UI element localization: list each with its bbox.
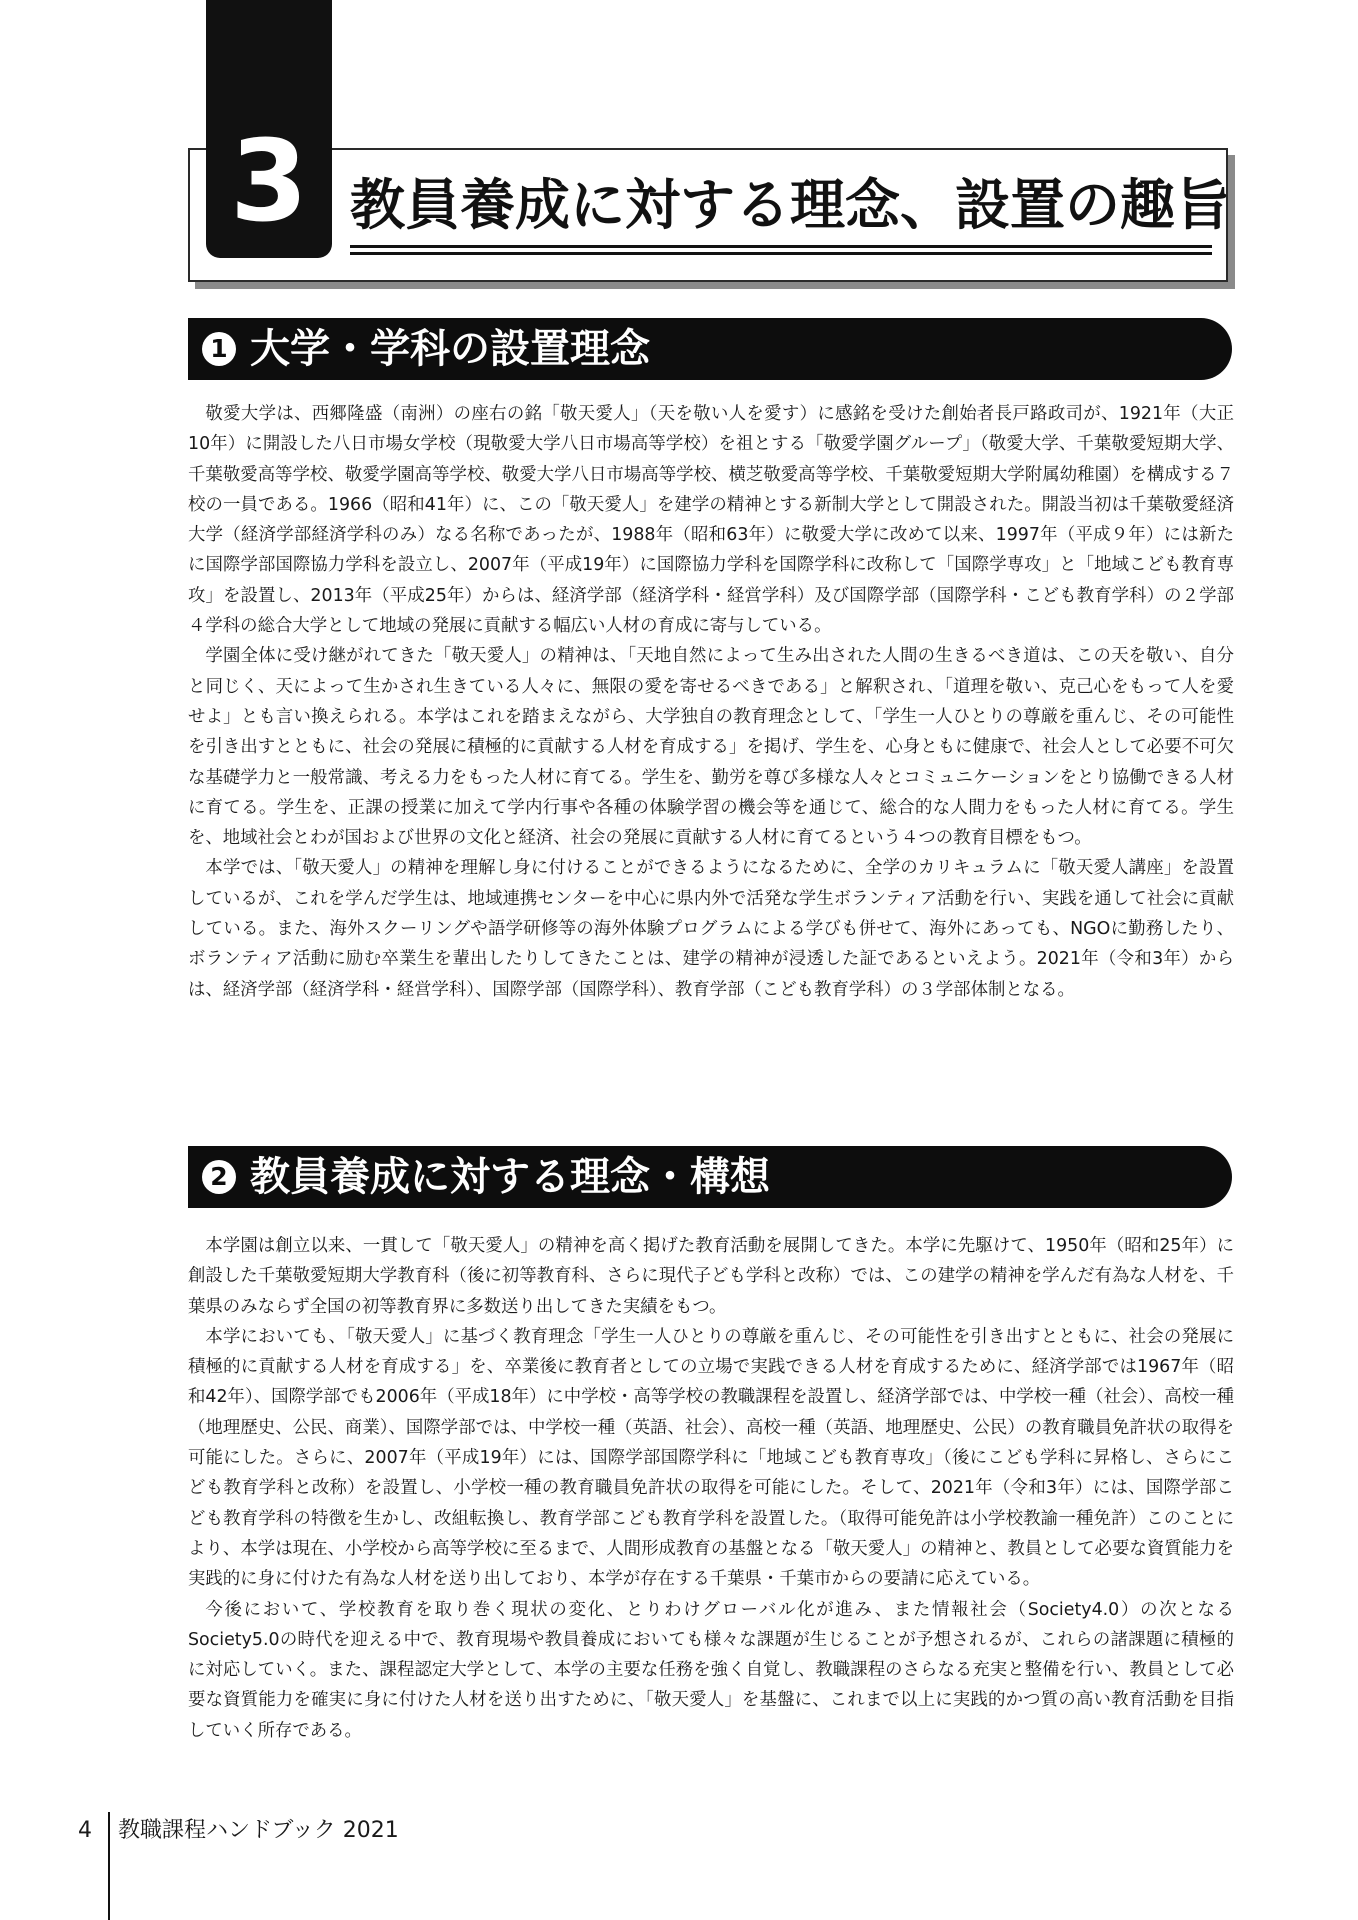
section-title: 大学・学科の設置理念	[250, 326, 650, 372]
paragraph: 今後において、学校教育を取り巻く現状の変化、とりわけグローバル化が進み、また情報社会（Society4.0）の次となるSociety5.0の時代を迎える中で、教育現場や教員養成においても様々な課題が生じることが予想されるが、これらの諸課題に積極的に対応していく。また、課程認定大学として、本学の主要な任務を強く自覚し、教職課程のさらなる充実と整備を行い、教員として必要な資質能力を確実に身に付けた人材を送り出すために、「敬天愛人」を基盤に、これまで以上に実践的かつ質の高い教育活動を目指していく所存である。	[188, 1599, 1234, 1741]
paragraph: 敬愛大学は、西郷隆盛（南洲）の座右の銘「敬天愛人」（天を敬い人を愛す）に感銘を受けた創始者長戸路政司が、1921年（大正10年）に開設した八日市場女学校（現敬愛大学八日市場高等学校）を祖とする「敬愛学園グループ」（敬愛大学、千葉敬愛短期大学、千葉敬愛高等学校、敬愛学園高等学校、敬愛大学八日市場高等学校、横芝敬愛高等学校、千葉敬愛短期大学附属幼稚園）を構成する７校の一員である。1966（昭和41年）に、この「敬天愛人」を建学の精神とする新制大学として開設された。開設当初は千葉敬愛経済大学（経済学部経済学科のみ）なる名称であったが、1988年（昭和63年）に敬愛大学に改めて以来、1997年（平成９年）には新たに国際学部国際協力学科を設立し、2007年（平成19年）に国際協力学科を国際学科に改称して「国際学専攻」と「地域こども教育専攻」を設置し、2013年（平成25年）からは、経済学部（経済学科・経営学科）及び国際学部（国際学科・こども教育学科）の２学部４学科の総合大学として地域の発展に貢献する幅広い人材の育成に寄与している。	[188, 404, 1234, 637]
section-number-badge: 2	[202, 1160, 236, 1194]
section-title: 教員養成に対する理念・構想	[250, 1154, 770, 1200]
paragraph: 本学においても、「敬天愛人」に基づく教育理念「学生一人ひとりの尊厳を重んじ、その可能性を引き出すとともに、社会の発展に積極的に貢献する人材を育成する」を、卒業後に教育者としての立場で実践できる人材を育成するために、経済学部では1967年（昭和42年）、国際学部でも2006年（平成18年）に中学校・高等学校の教職課程を設置し、経済学部では、中学校一種（社会）、高校一種（地理歴史、公民、商業）、国際学部では、中学校一種（英語、社会）、高校一種（英語、地理歴史、公民）の教育職員免許状の取得を可能にした。さらに、2007年（平成19年）には、国際学部国際学科に「地域こども教育専攻」（後にこども学科に昇格し、さらにこども教育学科と改称）を設置し、小学校一種の教育職員免許状の取得を可能にした。そして、2021年（令和3年）には、国際学部こども教育学科の特徴を生かし、改組転換し、教育学部こども教育学科を設置した。（取得可能免許は小学校教諭一種免許）このことにより、本学は現在、小学校から高等学校に至るまで、人間形成教育の基盤となる「敬天愛人」の精神と、教員として必要な資質能力を実践的に身に付けた有為な人材を送り出しており、本学が存在する千葉県・千葉市からの要請に応えている。	[188, 1326, 1234, 1590]
section-header-2	[188, 1146, 1232, 1208]
footer-divider	[108, 1812, 110, 1920]
chapter-title-underline	[350, 245, 1212, 248]
paragraph: 本学では、「敬天愛人」の精神を理解し身に付けることができるようになるために、全学のカリキュラムに「敬天愛人講座」を設置しているが、これを学んだ学生は、地域連携センターを中心に県内外で活発な学生ボランティア活動を行い、実践を通して社会に貢献している。また、海外スクーリングや語学研修等の海外体験プログラムによる学びも併せて、海外にあっても、NGOに勤務したり、ボランティア活動に励む卒業生を輩出したりしてきたことは、建学の精神が浸透した証であるといえよう。2021年（令和3年）からは、経済学部（経済学科・経営学科）、国際学部（国際学科）、教育学部（こども教育学科）の３学部体制となる。	[188, 858, 1234, 1000]
footer-book-title: 教職課程ハンドブック 2021	[118, 1818, 399, 1843]
chapter-number: 3	[230, 117, 308, 247]
chapter-title-underline	[350, 252, 1212, 255]
paragraph: 本学園は創立以来、一貫して「敬天愛人」の精神を高く掲げた教育活動を展開してきた。本学に先駆けて、1950年（昭和25年）に創設した千葉敬愛短期大学教育科（後に初等教育科、さらに現代子ども学科と改称）では、この建学の精神を学んだ有為な人材を、千葉県のみならず全国の初等教育界に多数送り出してきた実績をもつ。	[188, 1236, 1234, 1317]
chapter-title: 教員養成に対する理念、設置の趣旨	[350, 173, 1231, 237]
section-number-badge: 1	[202, 332, 236, 366]
section-2-body	[188, 1231, 1234, 1746]
page-number: 4	[78, 1818, 92, 1843]
section-1-body	[188, 399, 1234, 1005]
section-header-1	[188, 318, 1232, 380]
paragraph: 学園全体に受け継がれてきた「敬天愛人」の精神は、「天地自然によって生み出された人間の生きるべき道は、この天を敬い、自分と同じく、天によって生かされ生きている人々に、無限の愛を寄せるべきである」と解釈され、「道理を敬い、克己心をもって人を愛せよ」とも言い換えられる。本学はこれを踏まえながら、大学独自の教育理念として、「学生一人ひとりの尊厳を重んじ、その可能性を引き出すとともに、社会の発展に積極的に貢献する人材を育成する」を掲げ、学生を、心身ともに健康で、社会人として必要不可欠な基礎学力と一般常識、考える力をもった人材に育てる。学生を、勤労を尊び多様な人々とコミュニケーションをとり協働できる人材に育てる。学生を、正課の授業に加えて学内行事や各種の体験学習の機会等を通じて、総合的な人間力をもった人材に育てる。学生を、地域社会とわが国および世界の文化と経済、社会の発展に貢献する人材に育てるという４つの教育目標をもつ。	[188, 646, 1234, 849]
